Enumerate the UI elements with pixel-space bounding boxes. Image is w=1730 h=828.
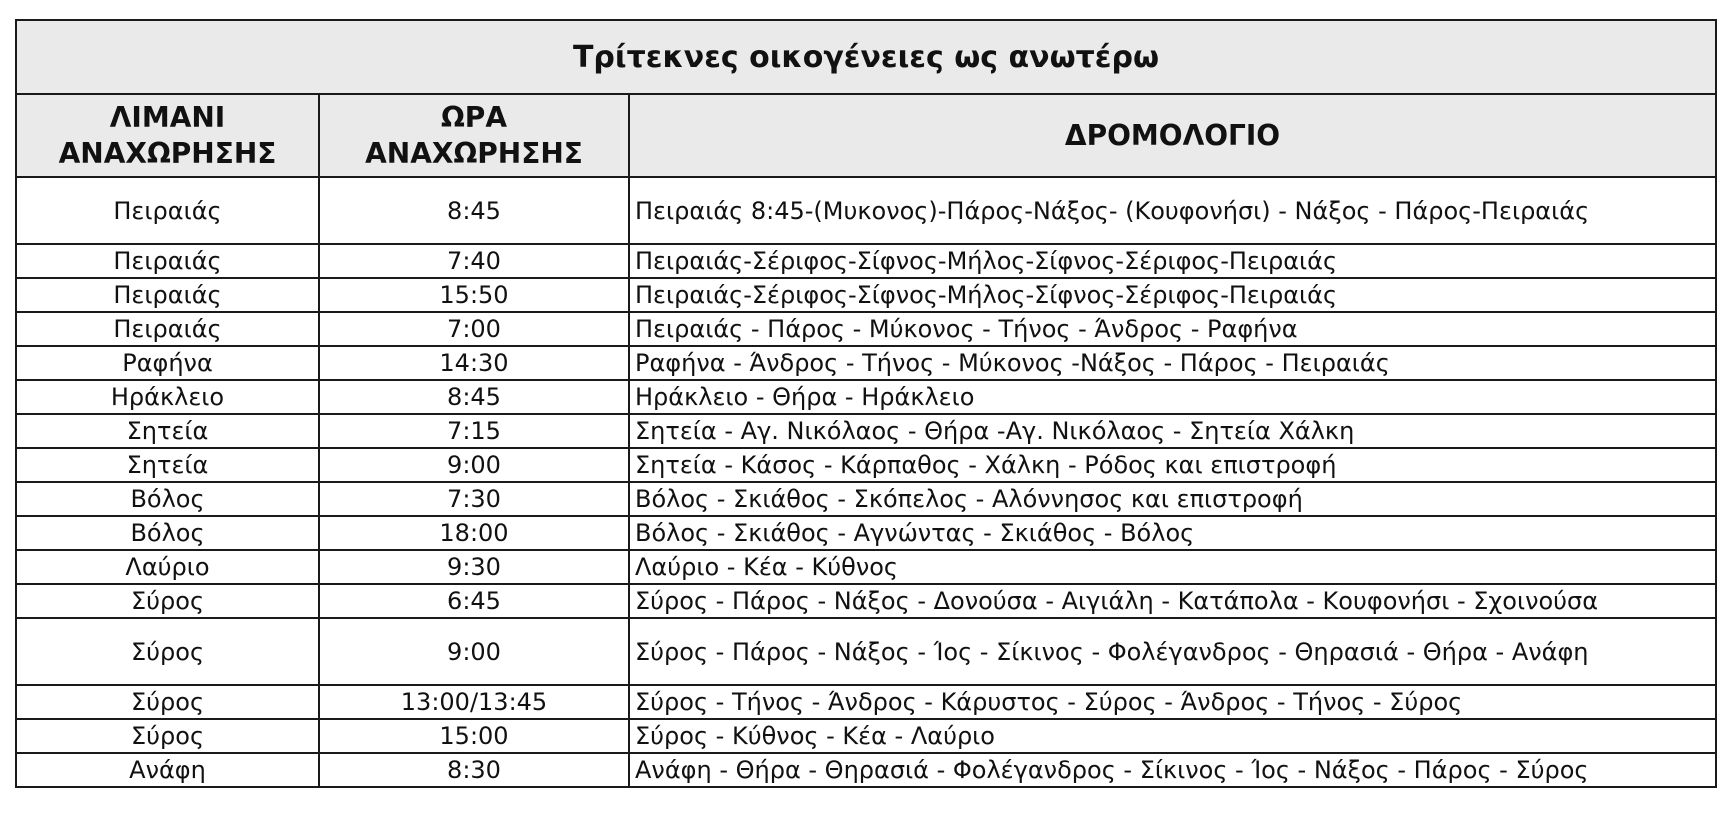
table-row <box>16 618 1716 685</box>
cell-route: Ανάφη - Θήρα - Θηρασιά - Φολέγανδρος - Σίκινος - Ίος - Νάξος - Πάρος - Σύρος <box>629 753 1716 787</box>
table-row <box>16 516 1716 550</box>
header-time-line-2: ΑΝΑΧΩΡΗΣΗΣ <box>365 136 583 170</box>
table-row <box>16 448 1716 482</box>
header-departure-port <box>16 94 319 177</box>
cell-port: Σύρος <box>16 685 319 719</box>
cell-route: Ραφήνα - Άνδρος - Τήνος - Μύκονος -Νάξος - Πάρος - Πειραιάς <box>629 346 1716 380</box>
cell-port: Λαύριο <box>16 550 319 584</box>
cell-port: Σύρος <box>16 618 319 685</box>
cell-time: 15:50 <box>319 278 629 312</box>
header-port-line-2: ΑΝΑΧΩΡΗΣΗΣ <box>58 136 277 170</box>
table-row <box>16 482 1716 516</box>
table-title: Τρίτεκνες οικογένειες ως ανωτέρω <box>16 20 1716 94</box>
cell-time: 9:00 <box>319 448 629 482</box>
cell-route: Σύρος - Πάρος - Νάξος - Δονούσα - Αιγιάλη - Κατάπολα - Κουφονήσι - Σχοινούσα <box>629 584 1716 618</box>
table-row <box>16 278 1716 312</box>
cell-port: Πειραιάς <box>16 177 319 244</box>
cell-route: Ηράκλειο - Θήρα - Ηράκλειο <box>629 380 1716 414</box>
cell-port: Ραφήνα <box>16 346 319 380</box>
schedule-table <box>15 19 1717 788</box>
table-row <box>16 177 1716 244</box>
cell-time: 7:00 <box>319 312 629 346</box>
table-row <box>16 380 1716 414</box>
title-row <box>16 20 1716 94</box>
cell-time: 15:00 <box>319 719 629 753</box>
header-route: ΔΡΟΜΟΛΟΓΙΟ <box>629 94 1716 177</box>
cell-route: Λαύριο - Κέα - Κύθνος <box>629 550 1716 584</box>
cell-port: Σητεία <box>16 448 319 482</box>
cell-port: Σητεία <box>16 414 319 448</box>
cell-port: Σύρος <box>16 584 319 618</box>
table-row <box>16 550 1716 584</box>
header-departure-time <box>319 94 629 177</box>
cell-route: Πειραιάς 8:45-(Μυκονος)-Πάρος-Νάξος- (Κουφονήσι) - Νάξος - Πάρος-Πειραιάς <box>629 177 1716 244</box>
cell-time: 18:00 <box>319 516 629 550</box>
header-port-line-1: ΛΙΜΑΝΙ <box>109 100 226 134</box>
cell-time: 9:00 <box>319 618 629 685</box>
cell-time: 9:30 <box>319 550 629 584</box>
table-row <box>16 719 1716 753</box>
table-row <box>16 414 1716 448</box>
table-row <box>16 584 1716 618</box>
table-row <box>16 685 1716 719</box>
cell-time: 7:30 <box>319 482 629 516</box>
table-row <box>16 312 1716 346</box>
cell-route: Σύρος - Πάρος - Νάξος - Ίος - Σίκινος - Φολέγανδρος - Θηρασιά - Θήρα - Ανάφη <box>629 618 1716 685</box>
cell-time: 14:30 <box>319 346 629 380</box>
cell-port: Σύρος <box>16 719 319 753</box>
table-row <box>16 753 1716 787</box>
cell-route: Σητεία - Αγ. Νικόλαος - Θήρα -Αγ. Νικόλαος - Σητεία Χάλκη <box>629 414 1716 448</box>
cell-route: Βόλος - Σκιάθος - Σκόπελος - Αλόννησος και επιστροφή <box>629 482 1716 516</box>
cell-port: Ηράκλειο <box>16 380 319 414</box>
cell-port: Πειραιάς <box>16 312 319 346</box>
cell-route: Σύρος - Κύθνος - Κέα - Λαύριο <box>629 719 1716 753</box>
cell-route: Πειραιάς-Σέριφος-Σίφνος-Μήλος-Σίφνος-Σέριφος-Πειραιάς <box>629 278 1716 312</box>
cell-port: Βόλος <box>16 516 319 550</box>
cell-route: Πειραιάς - Πάρος - Μύκονος - Τήνος - Άνδρος - Ραφήνα <box>629 312 1716 346</box>
cell-port: Πειραιάς <box>16 278 319 312</box>
cell-route: Πειραιάς-Σέριφος-Σίφνος-Μήλος-Σίφνος-Σέριφος-Πειραιάς <box>629 244 1716 278</box>
table-row <box>16 244 1716 278</box>
cell-time: 8:30 <box>319 753 629 787</box>
cell-route: Σητεία - Κάσος - Κάρπαθος - Χάλκη - Ρόδος και επιστροφή <box>629 448 1716 482</box>
cell-time: 7:40 <box>319 244 629 278</box>
cell-time: 6:45 <box>319 584 629 618</box>
cell-port: Πειραιάς <box>16 244 319 278</box>
header-time-line-1: ΩΡΑ <box>441 100 507 134</box>
cell-route: Σύρος - Τήνος - Άνδρος - Κάρυστος - Σύρος - Άνδρος - Τήνος - Σύρος <box>629 685 1716 719</box>
header-row <box>16 94 1716 177</box>
cell-route: Βόλος - Σκιάθος - Αγνώντας - Σκιάθος - Βόλος <box>629 516 1716 550</box>
cell-time: 8:45 <box>319 177 629 244</box>
cell-port: Ανάφη <box>16 753 319 787</box>
cell-port: Βόλος <box>16 482 319 516</box>
cell-time: 8:45 <box>319 380 629 414</box>
table-row <box>16 346 1716 380</box>
cell-time: 13:00/13:45 <box>319 685 629 719</box>
cell-time: 7:15 <box>319 414 629 448</box>
